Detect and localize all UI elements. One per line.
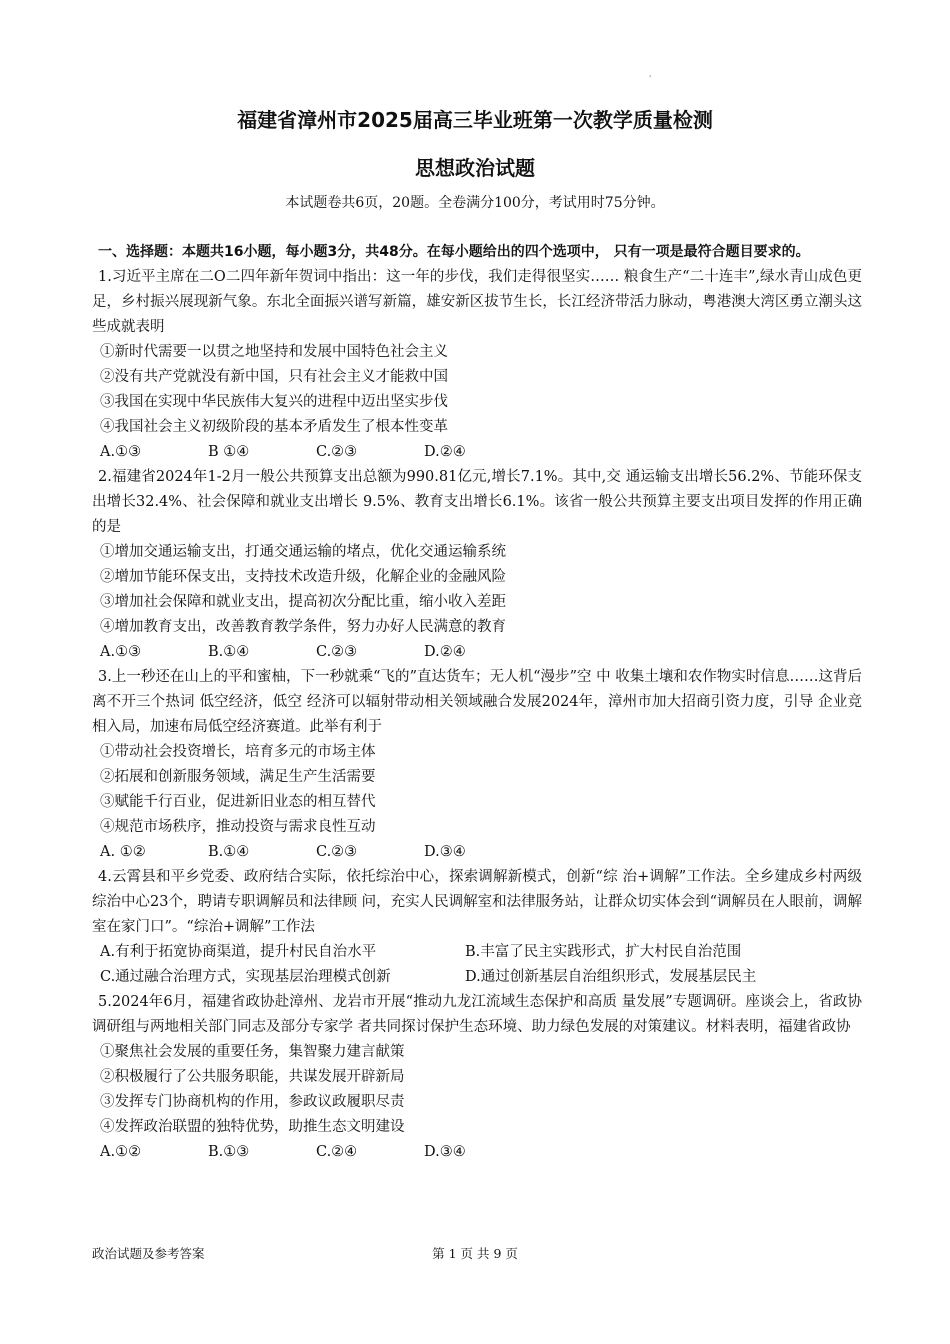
option-b: B.丰富了民主实践形式，扩大村民自治范围 xyxy=(465,944,742,960)
question-stem: 4.云霄县和平乡党委、政府结合实际，依托综治中心，探索调解新模式，创新“综 治+调解”工作法。全乡建成乡村两级综治中心23个，聘请专职调解员和法律顾 问，充实人民调解室和法律服务站，让群众切实体会到“调解员在人眼前，调解 室在家门口”。“综治+调解”工作法 xyxy=(92,869,862,935)
corner-mark: ' xyxy=(649,74,652,83)
option-c: C.②③ xyxy=(316,444,358,460)
statement-item: ②拓展和创新服务领域，满足生产生活需要 xyxy=(100,769,376,785)
statement-item: ①新时代需要一以贯之地坚持和发展中国特色社会主义 xyxy=(100,344,448,360)
statement-item: ③我国在实现中华民族伟大复兴的进程中迈出坚实步伐 xyxy=(100,394,448,410)
section-heading: 一、选择题：本题共16小题，每小题3分，共48分。在每小题给出的四个选项中， 只有一项是最符合题目要求的。 xyxy=(98,244,810,260)
answer-options xyxy=(92,640,862,665)
answer-options-row xyxy=(92,940,862,965)
question-stem: 3.上一秒还在山上的平和蜜柚，下一秒就乘“飞的”直达货车；无人机“漫步”空 中 收集土壤和农作物实时信息……这背后离不开三个热词 低空经济，低空 经济可以辐射带动相关领域融合发展2024年，漳州市加大招商引资力度，引导 企业竞相入局，加速布局低空经济赛道。此举有利于 xyxy=(92,669,862,735)
question-5 xyxy=(92,990,862,1165)
question-3 xyxy=(92,665,862,865)
statement-item: ④规范市场秩序，推动投资与需求良性互动 xyxy=(100,819,376,835)
option-a: A.①② xyxy=(100,1144,142,1160)
statement-item: ④我国社会主义初级阶段的基本矛盾发生了根本性变革 xyxy=(100,419,448,435)
option-c: C.②④ xyxy=(316,1144,358,1160)
question-4 xyxy=(92,865,862,990)
statement-item: ②增加节能环保支出，支持技术改造升级，化解企业的金融风险 xyxy=(100,569,506,585)
option-c: C.②③ xyxy=(316,644,358,660)
exam-instructions: 本试题卷共6页，20题。全卷满分100分，考试用时75分钟。 xyxy=(285,195,665,211)
question-2 xyxy=(92,465,862,665)
option-a: A.有利于拓宽协商渠道，提升村民自治水平 xyxy=(100,944,377,960)
statement-item: ④增加教育支出，改善教育教学条件，努力办好人民满意的教育 xyxy=(100,619,506,635)
option-d: D.②④ xyxy=(424,444,466,460)
option-b: B.①④ xyxy=(208,844,250,860)
option-d: D.③④ xyxy=(424,1144,466,1160)
subject-title: 思想政治试题 xyxy=(415,156,535,180)
question-1 xyxy=(92,265,862,465)
option-d: D.通过创新基层自治组织形式，发展基层民主 xyxy=(465,969,757,985)
option-c: C.通过融合治理方式，实现基层治理模式创新 xyxy=(100,969,391,985)
page-number: 第 1 页 共 9 页 xyxy=(432,1246,518,1261)
answer-options xyxy=(92,1140,862,1165)
question-stem: 1.习近平主席在二O二四年新年贺词中指出：这一年的步伐，我们走得很坚实…… 粮食生产“二十连丰”,绿水青山成色更足，乡村振兴展现新气象。东北全面振兴谱写新篇，雄安新区拔节生长，长江经济带活力脉动，粤港澳大湾区勇立潮头这些成就表明 xyxy=(92,269,862,335)
statement-item: ③增加社会保障和就业支出，提高初次分配比重，缩小收入差距 xyxy=(100,594,506,610)
option-a: A.①③ xyxy=(100,644,142,660)
option-b: B.①④ xyxy=(208,644,250,660)
option-c: C.②③ xyxy=(316,844,358,860)
statement-item: ①增加交通运输支出，打通交通运输的堵点，优化交通运输系统 xyxy=(100,544,506,560)
option-b: B ①④ xyxy=(208,444,250,460)
answer-options xyxy=(92,440,862,465)
question-area xyxy=(92,240,862,1165)
option-d: D.②④ xyxy=(424,644,466,660)
statement-item: ④发挥政治联盟的独特优势，助推生态文明建设 xyxy=(100,1119,405,1135)
question-stem: 5.2024年6月，福建省政协赴漳州、龙岩市开展“推动九龙江流域生态保护和高质 量发展”专题调研。座谈会上，省政协调研组与两地相关部门同志及部分专家学 者共同探讨保护生态环境、助力绿色发展的对策建议。材料表明，福建省政协 xyxy=(92,994,862,1035)
statement-item: ②积极履行了公共服务职能，共谋发展开辟新局 xyxy=(100,1069,405,1085)
option-a: A. ①② xyxy=(100,844,146,860)
option-d: D.③④ xyxy=(424,844,466,860)
statement-item: ③赋能千行百业，促进新旧业态的相互替代 xyxy=(100,794,376,810)
answer-options xyxy=(92,840,862,865)
statement-item: ③发挥专门协商机构的作用，参政议政履职尽责 xyxy=(100,1094,405,1110)
question-stem: 2.福建省2024年1-2月一般公共预算支出总额为990.81亿元,增长7.1%。其中,交 通运输支出增长56.2%、节能环保支出增长32.4%、社会保障和就业支出增长 9.5%、教育支出增长6.1%。该省一般公共预算主要支出项目发挥的作用正确的是 xyxy=(92,469,862,535)
exam-title: 福建省漳州市2025届高三毕业班第一次教学质量检测 xyxy=(237,108,713,132)
statement-item: ②没有共产党就没有新中国，只有社会主义才能救中国 xyxy=(100,369,448,385)
option-a: A.①③ xyxy=(100,444,142,460)
answer-options-row xyxy=(92,965,862,990)
statement-item: ①带动社会投资增长，培育多元的市场主体 xyxy=(100,744,376,760)
statement-item: ①聚焦社会发展的重要任务，集智聚力建言献策 xyxy=(100,1044,405,1060)
option-b: B.①③ xyxy=(208,1144,250,1160)
footer-doc-title: 政治试题及参考答案 xyxy=(92,1246,205,1261)
